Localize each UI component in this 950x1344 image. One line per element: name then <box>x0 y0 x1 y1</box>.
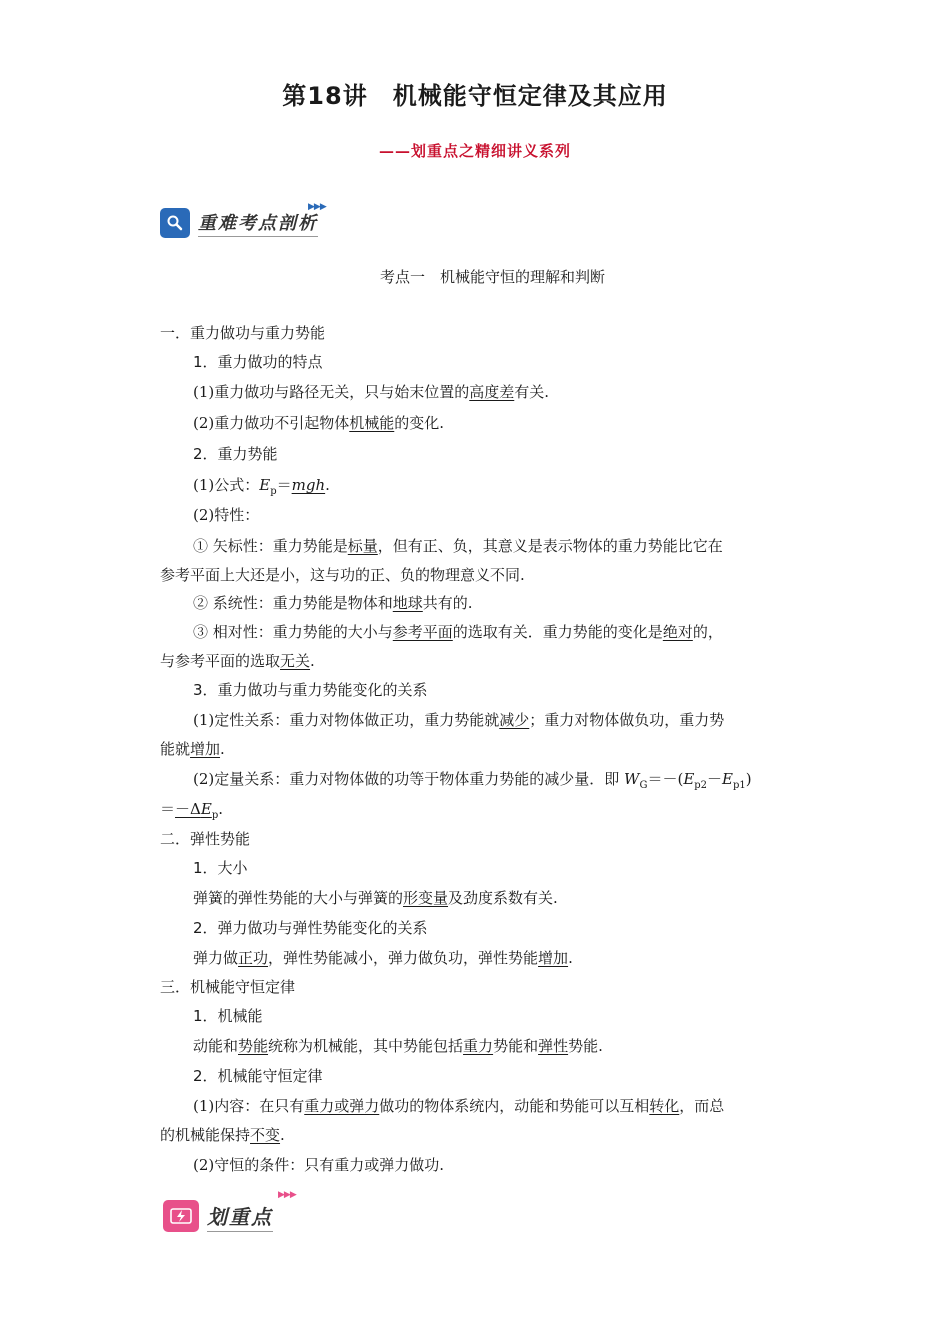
page-title: 第18讲 机械能守恒定律及其应用 <box>282 82 668 110</box>
paragraph-line: (2)特性： <box>193 506 260 524</box>
arrows-icon: ▶▶▶ <box>278 1190 296 1200</box>
kaodian-heading: 考点一 机械能守恒的理解和判断 <box>379 268 605 286</box>
key-term: mgh <box>291 476 326 494</box>
subsection-heading: 2．机械能守恒定律 <box>193 1067 323 1085</box>
paragraph-line: (2)重力做功不引起物体机械能的变化. <box>193 414 445 432</box>
footer-badge-label: 划重点 <box>207 1201 273 1232</box>
key-term: 减少 <box>499 711 530 729</box>
paragraph-line: 的机械能保持不变. <box>160 1126 285 1144</box>
paragraph-line: 能就增加. <box>160 740 225 758</box>
key-term: $-\Delta E_p$ <box>175 800 219 821</box>
paragraph-line: ① 矢标性：重力势能是标量，但有正、负，其意义是表示物体的重力势能比它在 <box>193 537 723 555</box>
section-heading: 一．重力做功与重力势能 <box>160 324 326 342</box>
subsection-heading: 2．弹力做功与弹性势能变化的关系 <box>193 919 428 937</box>
key-term: 重力 <box>463 1037 494 1055</box>
paragraph-line: (1)定性关系：重力对物体做正功，重力势能就减少；重力对物体做负功，重力势 <box>193 711 725 729</box>
subsection-heading: 3．重力做功与重力势能变化的关系 <box>193 681 428 699</box>
section-badge <box>160 208 318 238</box>
key-term: 无关 <box>280 652 311 670</box>
key-term: 形变量 <box>403 889 449 907</box>
key-term: 弹性 <box>538 1037 569 1055</box>
key-term: 地球 <box>392 594 423 612</box>
paragraph-line: ② 系统性：重力势能是物体和地球共有的. <box>193 594 473 612</box>
paragraph-line: 与参考平面的选取无关. <box>160 652 315 670</box>
paragraph-line: 参考平面上大还是小，这与功的正、负的物理意义不同. <box>160 566 525 584</box>
magnifier-icon <box>160 208 190 238</box>
key-term: 重力或弹力 <box>304 1097 380 1115</box>
lightning-icon <box>163 1200 199 1232</box>
paragraph-line: (2)守恒的条件：只有重力或弹力做功. <box>193 1156 445 1174</box>
subsection-heading: 1．大小 <box>193 859 248 877</box>
paragraph-line: 弹簧的弹性势能的大小与弹簧的形变量及劲度系数有关. <box>193 889 558 907</box>
subsection-heading: 1．机械能 <box>193 1007 263 1025</box>
key-term: 势能 <box>238 1037 269 1055</box>
section-heading: 三．机械能守恒定律 <box>160 978 296 996</box>
formula-line: $=-\Delta E_p$. <box>160 800 223 821</box>
key-term: 机械能 <box>349 414 395 432</box>
paragraph-line: (1)重力做功与路径无关，只与始末位置的高度差有关. <box>193 383 550 401</box>
section-badge-label: 重难考点剖析 <box>198 209 318 237</box>
key-term: 高度差 <box>469 383 515 401</box>
series-subtitle: ——划重点之精细讲义系列 <box>378 142 571 160</box>
key-term: 标量 <box>347 537 378 555</box>
key-term: 绝对 <box>662 623 693 641</box>
subsection-heading: 2．重力势能 <box>193 445 278 463</box>
formula-line: (1)公式：$E_p=mgh$. <box>193 476 330 497</box>
arrows-icon: ▶▶▶ <box>308 202 326 212</box>
subsection-heading: 1．重力做功的特点 <box>193 353 323 371</box>
key-term: 增加 <box>538 949 569 967</box>
section-heading: 二．弹性势能 <box>160 830 251 848</box>
key-term: 增加 <box>190 740 221 758</box>
paragraph-line: 弹力做正功，弹性势能减小，弹力做负功，弹性势能增加. <box>193 949 573 967</box>
key-term: 正功 <box>238 949 269 967</box>
formula-line: (2)定量关系：重力对物体做的功等于物体重力势能的减少量．即 $W_G=-(E_{p2}-E_{p1})$ <box>193 770 752 791</box>
key-term: 不变 <box>250 1126 281 1144</box>
paragraph-line: (1)内容：在只有重力或弹力做功的物体系统内，动能和势能可以互相转化，而总 <box>193 1097 725 1115</box>
footer-badge <box>163 1200 273 1232</box>
key-term: 参考平面 <box>392 623 453 641</box>
paragraph-line: ③ 相对性：重力势能的大小与参考平面的选取有关．重力势能的变化是绝对的， <box>193 623 723 641</box>
paragraph-line: 动能和势能统称为机械能，其中势能包括重力势能和弹性势能. <box>193 1037 603 1055</box>
key-term: 转化 <box>649 1097 680 1115</box>
